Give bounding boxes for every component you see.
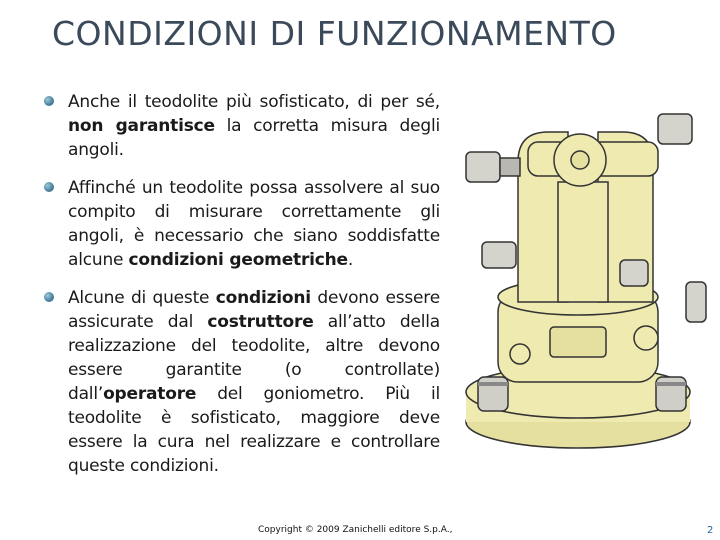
bullet-bold-segment: non garantisce (68, 116, 215, 136)
bullet-item (44, 286, 440, 478)
bullet-segment: . (347, 250, 354, 270)
bullet-dot-icon (44, 96, 54, 106)
page-number: 2 (707, 525, 714, 536)
bullet-list (44, 90, 440, 492)
bullet-item (44, 176, 440, 272)
bullet-bold-segment: operatore (103, 384, 197, 404)
bullet-bold-segment: condizioni (215, 288, 311, 308)
theodolite-illustration-icon (458, 92, 720, 512)
bullet-dot-icon (44, 292, 54, 302)
bullet-segment: del goniometro. Più il teodolite è sofisticato, maggiore deve essere la cura nel realizzare e controllare queste condizioni. (68, 384, 440, 476)
bullet-segment: devono essere assicurate dal (68, 288, 440, 332)
copyright-footer: Copyright © 2009 Zanichelli editore S.p.A., (258, 525, 453, 535)
bullet-segment: la corretta misura degli angoli. (68, 116, 440, 160)
bullet-item (44, 90, 440, 162)
bullet-segment: Affinché un teodolite possa assolvere al suo compito di misurare correttamente gli angoli, è necessario che siano soddisfatte alcune (68, 178, 440, 270)
theodolite-drawing (458, 92, 720, 512)
bullet-bold-segment: costruttore (207, 312, 314, 332)
bullet-dot-icon (44, 182, 54, 192)
bullet-segment: Anche il teodolite più sofisticato, di per sé, (68, 92, 440, 112)
bullet-text (68, 176, 440, 272)
bullet-text (68, 90, 440, 162)
bullet-bold-segment: condizioni geometriche (128, 250, 348, 270)
page-title: CONDIZIONI DI FUNZIONAMENTO (52, 14, 617, 53)
bullet-text (68, 286, 440, 478)
bullet-segment: Alcune di queste (68, 288, 216, 308)
bullet-segment: all’atto della realizzazione del teodolite, altre devono essere garantite (o controllate) dall’ (68, 312, 441, 404)
